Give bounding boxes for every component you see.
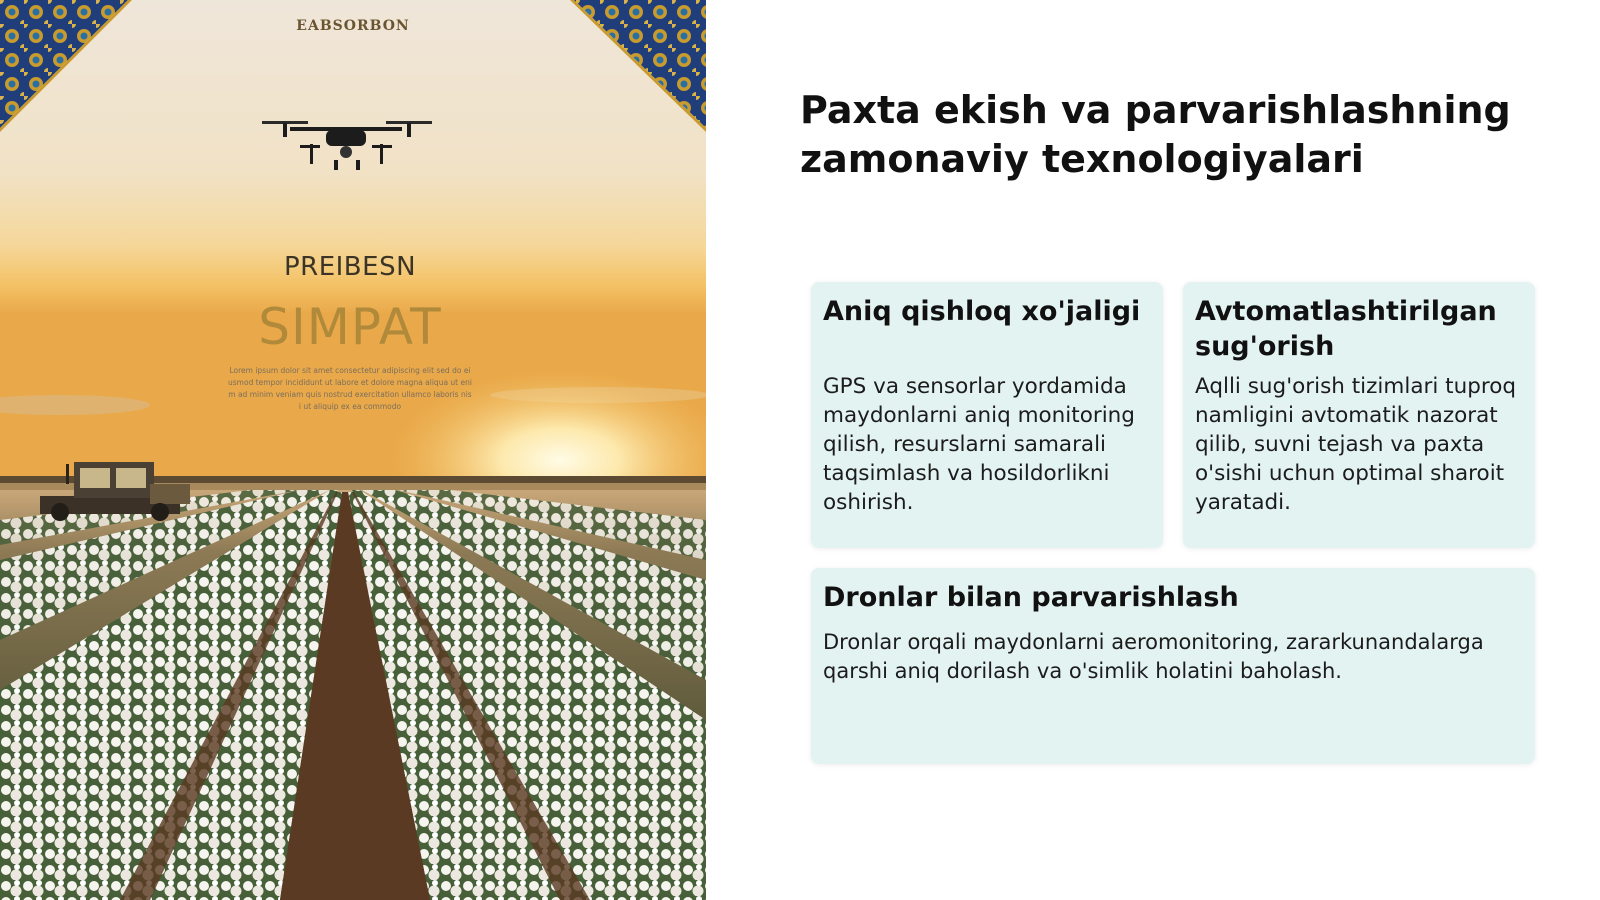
card-text: Aqlli sug'orish tizimlari tuproq namligini avtomatik nazorat qilib, suvni tejash va paxta o'sishi uchun optimal sharoit yaratadi. (1195, 374, 1517, 515)
poster-title: SIMPAT (258, 298, 442, 356)
poster-blurb-text: Lorem ipsum dolor sit amet consectetur adipiscing elit sed do eiusmod tempor incididunt ut labore et dolore magna aliqua ut enim ad minim veniam quis nostrud exercitation ullamco laboris nisi ut aliquip ex ea commodo (228, 366, 472, 411)
poster-illustration (0, 0, 706, 900)
card-text: GPS va sensorlar yordamida maydonlarni aniq monitoring qilish, resurslarni samarali taqsimlash va hosildorlikni oshirish. (823, 374, 1135, 515)
card-precision-agriculture (811, 282, 1163, 548)
card-title: Dronlar bilan parvarishlash (823, 582, 1239, 613)
card-text: Dronlar orqali maydonlarni aeromonitoring, zararkunandalarga qarshi aniq dorilash va o'simlik holatini baholash. (823, 630, 1484, 683)
card-automated-irrigation (1183, 282, 1535, 548)
card-title: Aniq qishloq xo'jaligi (823, 296, 1141, 327)
card-drone-care (811, 568, 1535, 764)
slide-title: Paxta ekish va parvarishlashning zamonaviy texnologiyalari (800, 88, 1511, 181)
card-title: Avtomatlashtirilgan sug'orish (1195, 296, 1497, 362)
poster-top-label: EABSORBON (296, 18, 410, 34)
poster-subtitle: PREIBESN (283, 252, 417, 282)
cotton-field-poster-image (0, 0, 706, 900)
